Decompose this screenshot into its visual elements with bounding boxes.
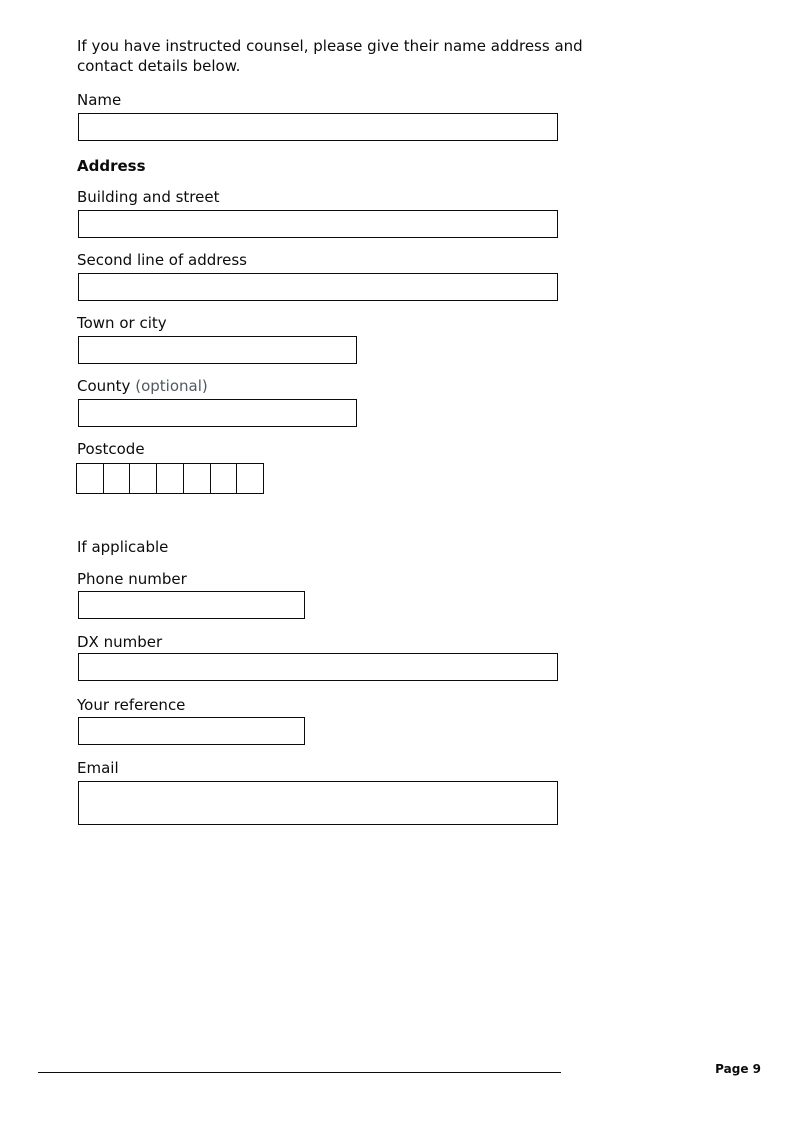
address-heading: Address (77, 157, 146, 175)
postcode-cell[interactable] (104, 464, 131, 493)
reference-input[interactable] (78, 717, 305, 745)
county-label (77, 376, 208, 396)
reference-label: Your reference (77, 696, 186, 714)
postcode-cell[interactable] (77, 464, 104, 493)
county-input[interactable] (78, 399, 357, 427)
county-optional-hint: (optional) (135, 377, 208, 395)
postcode-cell[interactable] (184, 464, 211, 493)
building-street-label: Building and street (77, 188, 220, 206)
postcode-cell[interactable] (157, 464, 184, 493)
name-input[interactable] (78, 113, 558, 141)
name-label: Name (77, 91, 122, 109)
postcode-cell[interactable] (211, 464, 238, 493)
town-city-label: Town or city (77, 314, 167, 332)
intro-text (77, 36, 583, 76)
county-label-text: County (77, 377, 131, 395)
postcode-cell[interactable] (130, 464, 157, 493)
footer-divider (38, 1072, 561, 1073)
phone-label: Phone number (77, 570, 187, 588)
intro-line-1: If you have instructed counsel, please give their name address and (77, 37, 583, 55)
email-input[interactable] (78, 781, 558, 825)
if-applicable-text: If applicable (77, 538, 169, 556)
second-line-input[interactable] (78, 273, 558, 301)
postcode-cell[interactable] (237, 464, 263, 493)
dx-label: DX number (77, 633, 163, 651)
phone-input[interactable] (78, 591, 305, 619)
intro-line-2: contact details below. (77, 57, 241, 75)
postcode-input[interactable] (76, 463, 264, 494)
postcode-label: Postcode (77, 440, 145, 458)
building-street-input[interactable] (78, 210, 558, 238)
second-line-label: Second line of address (77, 251, 247, 269)
page-number: Page 9 (715, 1062, 761, 1076)
email-label: Email (77, 759, 119, 777)
town-city-input[interactable] (78, 336, 357, 364)
dx-input[interactable] (78, 653, 558, 681)
